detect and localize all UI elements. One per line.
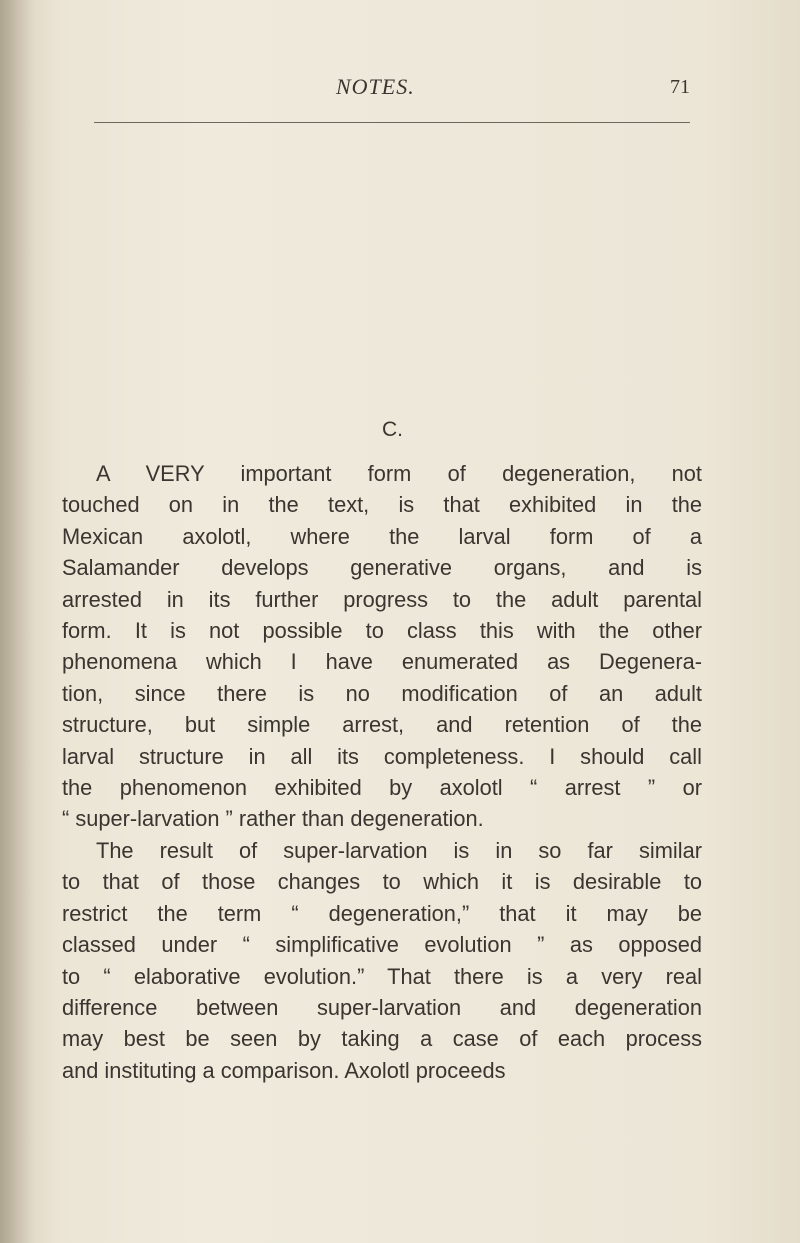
text-line: tion, since there is no modification of an adult — [62, 680, 702, 706]
text-line: “ super-larvation ” rather than degeneration. — [62, 806, 484, 832]
text-line: the phenomenon exhibited by axolotl “ arrest ” or — [62, 775, 702, 801]
text-line: phenomena which I have enumerated as Degenera- — [62, 649, 702, 675]
text-line: classed under “ simplificative evolution ” as opposed — [62, 932, 702, 958]
text-line: Mexican axolotl, where the larval form of a — [62, 523, 702, 549]
text-line: arrested in its further progress to the adult parental — [62, 586, 702, 612]
text-line: and instituting a comparison. Axolotl proceeds — [62, 1057, 506, 1083]
text-line: structure, but simple arrest, and retention of the — [62, 712, 702, 738]
text-line: may best be seen by taking a case of each process — [62, 1026, 702, 1052]
header-rule — [94, 122, 690, 123]
text-line: difference between super-larvation and degeneration — [62, 994, 702, 1020]
text-line: to that of those changes to which it is desirable to — [62, 869, 702, 895]
text-line: A VERY important form of degeneration, not — [96, 461, 702, 486]
body-text — [62, 458, 702, 1086]
text-line: Salamander develops generative organs, and is — [62, 555, 702, 581]
text-line: form. It is not possible to class this with the other — [62, 618, 702, 644]
text-line: larval structure in all its completeness. I should call — [62, 743, 702, 769]
text-line: The result of super-larvation is in so far similar — [96, 837, 702, 863]
page-number: 71 — [670, 76, 690, 98]
running-title: NOTES. — [336, 74, 415, 99]
text-line: to “ elaborative evolution.” That there is a very real — [62, 963, 702, 989]
page-header — [0, 74, 800, 104]
binding-shadow — [0, 0, 34, 1243]
text-line: touched on in the text, is that exhibited in the — [62, 492, 702, 518]
section-label: C. — [382, 418, 403, 441]
text-line: restrict the term “ degeneration,” that it may be — [62, 900, 702, 926]
